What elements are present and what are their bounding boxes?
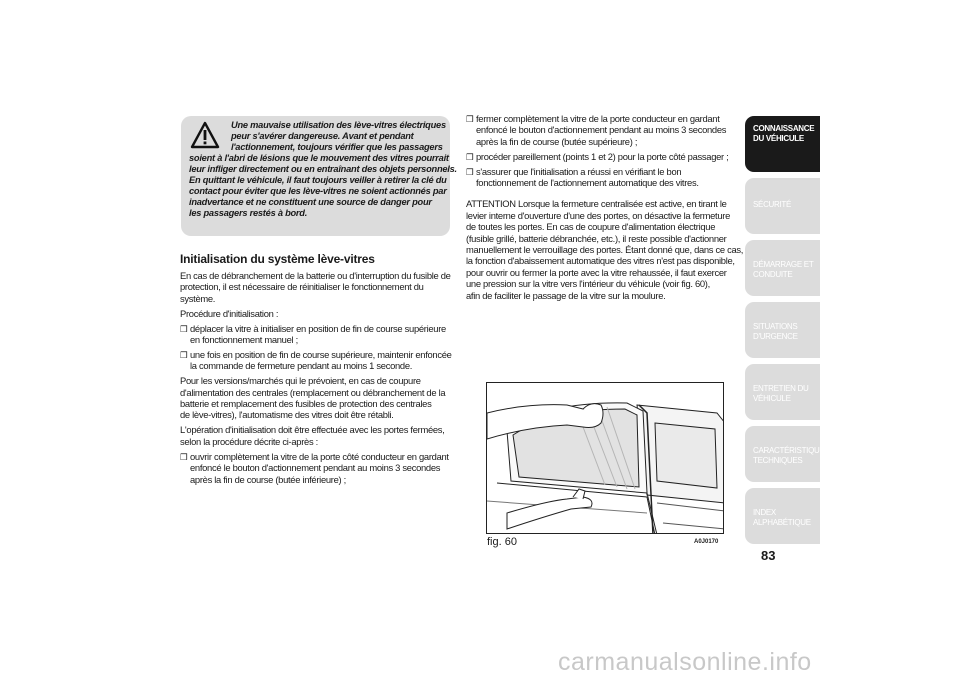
tab-label: SÉCURITÉ xyxy=(753,200,792,209)
warning-line: l'actionnement, toujours vérifier que les passagers xyxy=(231,142,443,152)
tab-label: VÉHICULE xyxy=(753,394,791,403)
text-line: après la fin de course (butée supérieure) ; xyxy=(476,135,638,147)
text-line: en fonctionnement manuel ; xyxy=(190,334,298,346)
text-line: ouvrir complètement la vitre de la porte côté conducteur en gardant xyxy=(190,450,449,462)
text-line: fonctionnement de l'actionnement automatique des vitres. xyxy=(476,177,699,189)
text-line: En cas de débranchement de la batterie ou d'interruption du fusible de xyxy=(180,270,451,281)
tab-label: DU VÉHICULE xyxy=(753,134,804,143)
list-item xyxy=(466,166,744,189)
checkbox-bullet-icon: ❒ xyxy=(466,151,474,162)
tab-index-alphabetique[interactable] xyxy=(745,488,820,544)
tab-situations-urgence[interactable] xyxy=(745,302,820,358)
list-item xyxy=(180,451,452,485)
text-line: la fonction d'abaissement automatique des vitres n'est pas disponible, xyxy=(466,255,735,267)
tab-label: D'URGENCE xyxy=(753,332,798,341)
warning-line: Une mauvaise utilisation des lève-vitres électriques xyxy=(231,120,446,130)
text-line: une fois en position de fin de course supérieure, maintenir enfoncée xyxy=(190,348,452,360)
text-line: de toutes les portes. En cas de coupure d'alimentation électrique xyxy=(466,221,716,233)
figure-code: A0J0170 xyxy=(694,539,719,545)
page-number: 83 xyxy=(761,548,776,563)
list-item xyxy=(180,349,452,372)
tab-connaissance-vehicule[interactable] xyxy=(745,116,820,172)
text-line: la commande de fermeture pendant au moins 1 seconde. xyxy=(190,360,413,372)
list-item xyxy=(466,113,744,147)
checkbox-bullet-icon: ❒ xyxy=(180,349,188,360)
car-door-window-illustration xyxy=(487,383,724,534)
tab-label: SITUATIONS xyxy=(753,322,798,331)
text-line: manuellement le verrouillage des portes. Étant donné que, dans ce cas, xyxy=(466,244,744,256)
paragraph-attention xyxy=(466,198,744,301)
warning-line: les passagers restés à bord. xyxy=(189,208,308,218)
text-line: de lève-vitres), l'automatisme des vitres doit être rétabli. xyxy=(180,409,394,421)
text-line: une pression sur la vitre vers l'intérieur du véhicule (voir fig. 60), xyxy=(466,278,710,290)
tab-label: CARACTÉRISTIQUES xyxy=(753,446,830,455)
tab-label: DÉMARRAGE ET xyxy=(753,260,814,269)
figure-caption: fig. 60 xyxy=(487,536,517,548)
left-column xyxy=(180,270,452,488)
text-line: Pour les versions/marchés qui le prévoient, en cas de coupure xyxy=(180,375,421,387)
tab-label: ENTRETIEN DU xyxy=(753,384,809,393)
list-item xyxy=(466,151,744,162)
tab-securite[interactable] xyxy=(745,178,820,234)
checkbox-bullet-icon: ❒ xyxy=(180,323,188,334)
figure-illustration xyxy=(486,382,724,534)
text-line: après la fin de course (butée inférieure) ; xyxy=(190,473,346,485)
paragraph-intro xyxy=(180,270,452,304)
text-line: L'opération d'initialisation doit être effectuée avec les portes fermées, xyxy=(180,424,445,436)
text-line: pour ouvrir ou fermer la porte avec la vitre rehaussée, il faut exercer xyxy=(466,266,727,278)
text-line: d'alimentation des centrales (remplacement ou débranchement de la xyxy=(180,386,446,398)
warning-line: En quittant le véhicule, il faut toujours veiller à retirer la clé du xyxy=(189,175,447,185)
text-line: batterie et remplacement des fusibles de protection des centrales xyxy=(180,398,432,410)
warning-text xyxy=(189,120,457,219)
tab-entretien-vehicule[interactable] xyxy=(745,364,820,420)
warning-line: soient à l'abri de lésions que le mouvement des vitres pourrait xyxy=(189,153,449,163)
tab-label: ALPHABÉTIQUE xyxy=(753,518,811,527)
tab-label: CONDUITE xyxy=(753,270,793,279)
warning-line: contact pour éviter que les lève-vitres ne soient actionnés par xyxy=(189,186,447,196)
list-item xyxy=(180,323,452,346)
text-line: fermer complètement la vitre de la porte conducteur en gardant xyxy=(476,113,720,124)
text-line: afin de faciliter le passage de la vitre sur la moulure. xyxy=(466,289,666,301)
paragraph-procedure xyxy=(180,308,452,319)
text-line: déplacer la vitre à initialiser en position de fin de course supérieure xyxy=(190,322,446,334)
warning-line: peur s'avérer dangereuse. Avant et pendant xyxy=(231,131,414,141)
text-line: enfoncé le bouton d'actionnement pendant au moins 3 secondes xyxy=(190,462,441,474)
text-line: protection, il est nécessaire de réinitialiser le fonctionnement du xyxy=(180,281,424,293)
checkbox-bullet-icon: ❒ xyxy=(180,451,188,462)
text-line: ATTENTION Lorsque la fermeture centralisée est active, en tirant le xyxy=(466,198,727,210)
tab-label: CONNAISSANCE xyxy=(753,124,815,133)
paragraph-versions xyxy=(180,375,452,421)
text-line: système. xyxy=(180,292,216,304)
text-line: selon la procédure décrite ci-après : xyxy=(180,435,318,447)
text-line: (fusible grillé, batterie débranchée, etc.), il reste possible d'actionner xyxy=(466,232,727,244)
text-line: enfoncé le bouton d'actionnement pendant au moins 3 secondes xyxy=(476,124,727,136)
tab-caracteristiques-techniques[interactable] xyxy=(745,426,830,482)
right-column xyxy=(466,113,744,305)
warning-line: inadvertance et ne constituent une source de danger pour xyxy=(189,197,432,207)
tab-label: INDEX xyxy=(753,508,776,517)
section-heading: Initialisation du système lève-vitres xyxy=(180,252,375,266)
tab-demarrage-conduite[interactable] xyxy=(745,240,820,296)
checkbox-bullet-icon: ❒ xyxy=(466,166,474,177)
text-line: Procédure d'initialisation : xyxy=(180,307,279,319)
checkbox-bullet-icon: ❒ xyxy=(466,114,474,124)
watermark-text: carmanualsonline.info xyxy=(558,648,812,676)
text-line: procéder pareillement (points 1 et 2) pour la porte côté passager ; xyxy=(476,150,729,162)
text-line: levier interne d'ouverture d'une des portes, on désactive la fermeture xyxy=(466,209,730,221)
text-line: s'assurer que l'initialisation a réussi en vérifiant le bon xyxy=(476,165,682,177)
warning-line: leur infliger directement ou en entraînant des objets personnels. xyxy=(189,164,457,174)
paragraph-operation xyxy=(180,424,452,447)
tab-label: TECHNIQUES xyxy=(753,456,803,465)
